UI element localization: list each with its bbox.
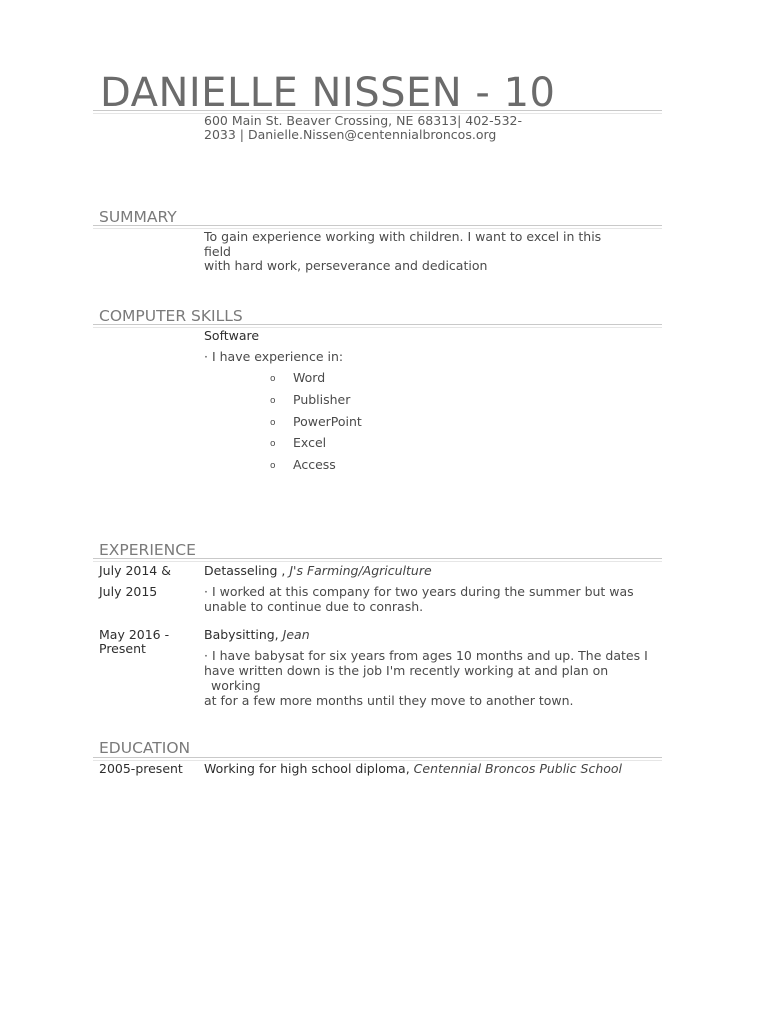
job-description (204, 648, 661, 708)
summary-text (204, 230, 624, 274)
summary-line: To gain experience working with children. I want to excel in this field (204, 229, 602, 259)
summary-heading: SUMMARY (99, 208, 177, 226)
skill-label: Publisher (293, 392, 351, 407)
bullet-mark: o (270, 461, 276, 471)
education-heading: EDUCATION (99, 739, 191, 757)
skill-item (270, 435, 326, 452)
computer-skills-divider (93, 324, 662, 328)
resume-name: DANIELLE NISSEN - 10 (100, 70, 556, 116)
computer-skills-heading: COMPUTER SKILLS (99, 307, 243, 325)
bullet-mark: o (270, 396, 276, 406)
bullet-mark: o (270, 374, 276, 384)
skill-label: PowerPoint (293, 414, 362, 429)
education-entry (204, 761, 622, 776)
job-role (204, 627, 310, 642)
skill-item (270, 414, 362, 431)
job-description-line: at for a few more months until they move to another town. (204, 693, 574, 708)
contact-info (204, 114, 524, 142)
job-date: May 2016 - (99, 627, 170, 642)
skill-label: Excel (293, 435, 327, 450)
skills-intro: · I have experience in: (204, 349, 344, 364)
skill-item (270, 370, 325, 387)
skill-item (270, 457, 336, 474)
job-date: Present (99, 641, 146, 656)
job-role (204, 563, 432, 578)
job-description-line: unable to continue due to conrash. (204, 599, 424, 614)
experience-heading: EXPERIENCE (99, 541, 196, 559)
education-degree: Working for high school diploma, (204, 761, 410, 776)
job-date: July 2014 & (99, 563, 171, 578)
education-date: 2005-present (99, 761, 183, 776)
bullet-mark: o (270, 439, 276, 449)
job-description-line: have written down is the job I'm recently working at and plan on working (204, 663, 609, 693)
summary-line: with hard work, perseverance and dedication (204, 258, 488, 273)
bullet-mark: o (270, 418, 276, 428)
job-description-line: · I worked at this company for two years during the summer but was (204, 584, 634, 599)
software-subheading: Software (204, 328, 260, 343)
job-description-line: · I have babysat for six years from ages 10 months and up. The dates I (204, 648, 648, 663)
skill-label: Word (293, 370, 326, 385)
contact-email-line: 2033 | Danielle.Nissen@centennialbroncos.org (204, 127, 497, 142)
job-title: Detasseling , (204, 563, 286, 578)
skill-item (270, 392, 350, 409)
job-employer: Jean (282, 627, 310, 642)
skill-label: Access (293, 457, 336, 472)
job-title: Babysitting, (204, 627, 279, 642)
contact-address-line: 600 Main St. Beaver Crossing, NE 68313| 402-532- (204, 113, 523, 128)
job-employer: J's Farming/Agriculture (289, 563, 432, 578)
job-description (204, 584, 661, 614)
education-school: Centennial Broncos Public School (413, 761, 623, 776)
experience-divider (93, 558, 662, 562)
job-date: July 2015 (99, 584, 158, 599)
